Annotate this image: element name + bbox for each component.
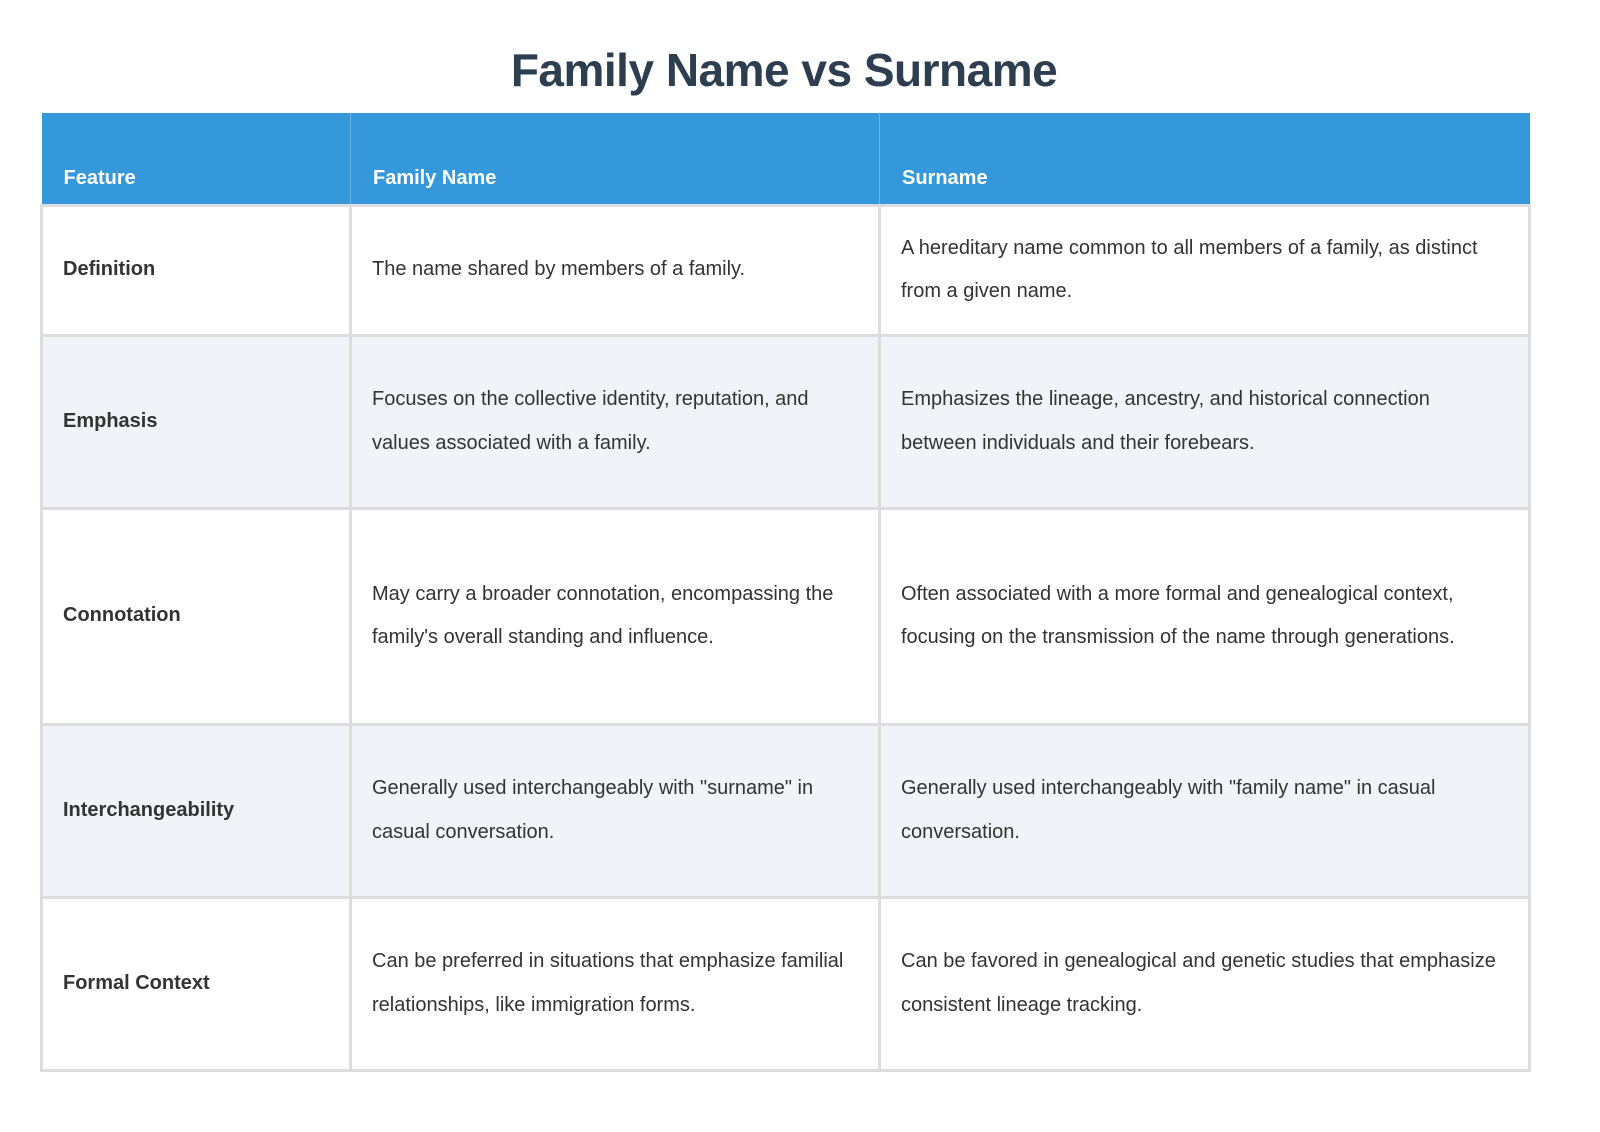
feature-cell: Formal Context <box>42 897 351 1070</box>
table-row-definition <box>42 205 1530 335</box>
family-name-cell: Can be preferred in situations that emphasize familial relationships, like immigration forms. <box>351 897 880 1070</box>
surname-cell: Often associated with a more formal and genealogical context, focusing on the transmission of the name through generations. <box>880 508 1530 724</box>
surname-cell: A hereditary name common to all members of a family, as distinct from a given name. <box>880 205 1530 335</box>
family-name-cell: Generally used interchangeably with "surname" in casual conversation. <box>351 724 880 897</box>
header-surname: Surname <box>880 113 1530 205</box>
table-header <box>42 113 1530 205</box>
page-title: Family Name vs Surname <box>510 44 1058 96</box>
surname-cell: Generally used interchangeably with "family name" in casual conversation. <box>880 724 1530 897</box>
header-row <box>42 113 1530 205</box>
comparison-table <box>40 113 1531 1072</box>
feature-cell: Interchangeability <box>42 724 351 897</box>
header-family-name: Family Name <box>351 113 880 205</box>
table-row-formal-context <box>42 897 1530 1070</box>
table-row-interchangeability <box>42 724 1530 897</box>
header-feature: Feature <box>42 113 351 205</box>
feature-cell: Emphasis <box>42 335 351 508</box>
feature-cell: Definition <box>42 205 351 335</box>
table-body <box>42 205 1530 1070</box>
family-name-cell: The name shared by members of a family. <box>351 205 880 335</box>
family-name-cell: May carry a broader connotation, encompassing the family's overall standing and influence. <box>351 508 880 724</box>
table-row-emphasis <box>42 335 1530 508</box>
surname-cell: Can be favored in genealogical and genetic studies that emphasize consistent lineage tracking. <box>880 897 1530 1070</box>
table-row-connotation <box>42 508 1530 724</box>
feature-cell: Connotation <box>42 508 351 724</box>
surname-cell: Emphasizes the lineage, ancestry, and historical connection between individuals and their forebears. <box>880 335 1530 508</box>
family-name-cell: Focuses on the collective identity, reputation, and values associated with a family. <box>351 335 880 508</box>
